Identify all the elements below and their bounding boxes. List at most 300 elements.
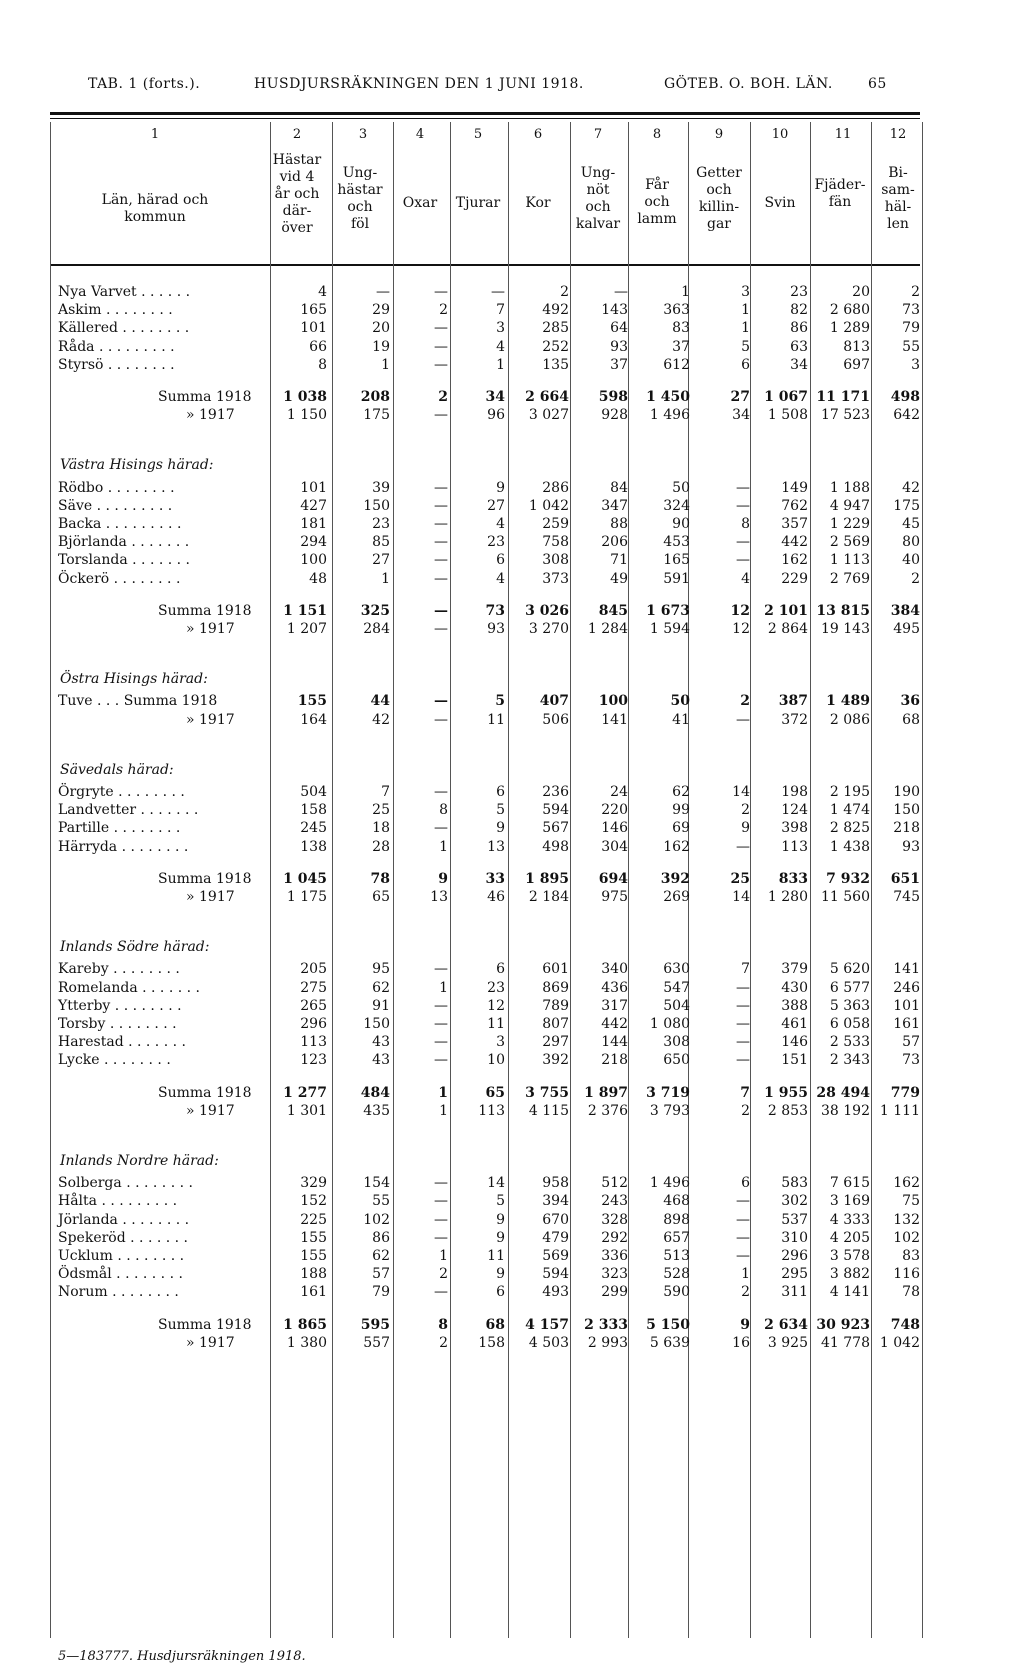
- table-cell: 11 171: [816, 389, 870, 405]
- table-cell: 69: [672, 820, 690, 837]
- table-cell: 50: [672, 479, 690, 496]
- table-cell: 116: [893, 1266, 920, 1283]
- table-cell: 43: [372, 1034, 390, 1051]
- table-cell: 758: [542, 534, 569, 551]
- column-header: Får och lamm: [637, 177, 677, 227]
- table-cell: —: [736, 534, 750, 551]
- table-cell: —: [434, 516, 448, 532]
- table-cell: 36: [900, 693, 920, 710]
- table-cell: 317: [601, 997, 628, 1014]
- table-cell: 5: [495, 693, 505, 710]
- table-cell: 1: [381, 356, 390, 373]
- table-cell: 594: [542, 1266, 569, 1283]
- table-cell: 2: [741, 1284, 750, 1301]
- table-cell: 528: [663, 1266, 690, 1283]
- table-cell: 1 150: [286, 407, 327, 424]
- table-cell: —: [614, 284, 628, 300]
- table-cell: —: [434, 320, 448, 337]
- table-cell: 479: [542, 1229, 569, 1246]
- table-cell: 252: [542, 338, 569, 355]
- table-row: [0, 498, 1024, 516]
- table-cell: 295: [781, 1266, 808, 1283]
- table-cell: 512: [601, 1175, 628, 1192]
- table-cell: 898: [663, 1211, 690, 1228]
- table-cell: 3: [496, 320, 505, 337]
- table-cell: —: [434, 534, 448, 551]
- table-cell: 387: [778, 693, 808, 710]
- table-cell: —: [434, 479, 448, 496]
- table-cell: 4: [318, 284, 327, 300]
- table-cell: 7: [740, 1084, 750, 1101]
- table-cell: 5 363: [829, 997, 870, 1014]
- table-cell: 373: [542, 570, 569, 587]
- table-row: [0, 1175, 1024, 1193]
- table-cell: 384: [890, 602, 920, 619]
- table-row: [0, 802, 1024, 820]
- table-cell: 372: [781, 711, 808, 728]
- table-cell: 162: [893, 1175, 920, 1192]
- table-cell: 3: [496, 1034, 505, 1051]
- table-cell: —: [736, 1016, 750, 1032]
- table-cell: 504: [663, 997, 690, 1014]
- table-cell: 1: [741, 1266, 750, 1283]
- table-cell: 45: [902, 516, 920, 532]
- column-number: 9: [714, 127, 724, 142]
- row-label: Jörlanda . . . . . . . .: [58, 1211, 190, 1228]
- table-cell: 388: [781, 997, 808, 1014]
- table-cell: 78: [370, 870, 390, 887]
- table-cell: —: [736, 838, 750, 855]
- table-cell: 813: [843, 338, 870, 355]
- table-row: [0, 839, 1024, 857]
- table-cell: 5: [741, 338, 750, 355]
- table-cell: 1 438: [829, 838, 870, 855]
- column-number: 3: [358, 127, 368, 142]
- table-cell: 427: [300, 497, 327, 514]
- table-cell: 62: [372, 979, 390, 996]
- table-cell: 100: [598, 693, 628, 710]
- table-cell: 37: [610, 356, 628, 373]
- table-cell: —: [434, 497, 448, 514]
- table-cell: —: [736, 1193, 750, 1210]
- table-cell: 2 101: [764, 602, 808, 619]
- row-label: » 1917: [186, 621, 235, 637]
- table-row: [0, 1248, 1024, 1266]
- table-cell: 1 450: [646, 389, 690, 405]
- table-cell: 9: [496, 1229, 505, 1246]
- row-label: Västra Hisings härad:: [60, 457, 214, 474]
- table-cell: 651: [890, 870, 920, 887]
- table-cell: 96: [487, 407, 505, 424]
- table-cell: 2 533: [829, 1034, 870, 1051]
- summary-row: [0, 1085, 1024, 1103]
- row-label: Styrsö . . . . . . . .: [58, 356, 175, 373]
- table-cell: 1: [439, 1248, 448, 1264]
- table-cell: 7 615: [829, 1175, 870, 1192]
- table-cell: 430: [781, 979, 808, 996]
- table-cell: 165: [663, 552, 690, 569]
- table-cell: 296: [300, 1016, 327, 1032]
- table-cell: 5 639: [649, 1334, 690, 1351]
- table-cell: 1 496: [649, 407, 690, 424]
- table-cell: —: [434, 711, 448, 728]
- table-cell: 1: [741, 302, 750, 319]
- row-label: » 1917: [186, 1334, 235, 1351]
- table-cell: 598: [598, 389, 628, 405]
- table-cell: 80: [902, 534, 920, 551]
- table-row: [0, 571, 1024, 589]
- table-cell: 17 523: [821, 407, 870, 424]
- table-cell: 8: [741, 516, 750, 532]
- table-cell: 11: [487, 711, 505, 728]
- table-cell: 7: [741, 961, 750, 978]
- table-cell: 2 086: [829, 711, 870, 728]
- table-cell: 64: [610, 320, 628, 337]
- table-cell: 310: [781, 1229, 808, 1246]
- table-cell: 27: [730, 389, 750, 405]
- table-cell: 3 925: [767, 1334, 808, 1351]
- table-cell: 2 825: [829, 820, 870, 837]
- table-cell: 2 680: [829, 302, 870, 319]
- section-heading: [0, 1153, 1024, 1171]
- column-header: Kor: [525, 195, 551, 211]
- table-cell: 697: [843, 356, 870, 373]
- table-cell: 612: [663, 356, 690, 373]
- table-cell: 2 634: [764, 1316, 808, 1333]
- table-cell: 229: [781, 570, 808, 587]
- table-cell: 6: [496, 552, 505, 569]
- table-cell: 453: [663, 534, 690, 551]
- row-label: Ödsmål . . . . . . . .: [58, 1266, 183, 1283]
- table-cell: 40: [902, 552, 920, 569]
- table-cell: 68: [485, 1316, 505, 1333]
- table-cell: 16: [732, 1334, 750, 1351]
- table-cell: 1 175: [286, 889, 327, 905]
- table-cell: 161: [893, 1016, 920, 1032]
- column-header: Hästar vid 4 år och där- över: [272, 152, 322, 236]
- table-cell: 1: [681, 284, 690, 300]
- table-cell: 4 141: [829, 1284, 870, 1301]
- column-header: Tjurar: [455, 195, 501, 211]
- table-cell: —: [491, 284, 505, 300]
- table-cell: 259: [542, 516, 569, 532]
- table-cell: —: [434, 1034, 448, 1051]
- column-number: 6: [533, 127, 543, 142]
- table-cell: 6: [741, 356, 750, 373]
- section-heading: [0, 671, 1024, 689]
- table-cell: —: [434, 570, 448, 587]
- table-cell: 2 195: [829, 784, 870, 800]
- table-cell: 62: [672, 784, 690, 800]
- table-cell: 13 815: [816, 602, 870, 619]
- table-cell: 2 853: [767, 1102, 808, 1119]
- table-cell: 30 923: [816, 1316, 870, 1333]
- table-cell: 3: [911, 356, 920, 373]
- section-heading: [0, 762, 1024, 780]
- table-cell: 42: [902, 479, 920, 496]
- row-label: Partille . . . . . . . .: [58, 820, 181, 837]
- table-cell: 833: [778, 870, 808, 887]
- page-title: HUSDJURSRÄKNINGEN DEN 1 JUNI 1918.: [254, 76, 584, 92]
- table-cell: 694: [598, 870, 628, 887]
- table-cell: 8: [318, 356, 327, 373]
- table-cell: 28 494: [816, 1084, 870, 1101]
- table-cell: 363: [663, 302, 690, 319]
- table-cell: 3 169: [829, 1193, 870, 1210]
- row-label: Sävedals härad:: [60, 761, 174, 778]
- table-cell: 181: [300, 516, 327, 532]
- table-cell: 329: [300, 1175, 327, 1192]
- row-label: Summa 1918: [158, 602, 252, 619]
- table-cell: 357: [781, 516, 808, 532]
- table-cell: 143: [601, 302, 628, 319]
- table-cell: 2: [741, 1102, 750, 1119]
- table-cell: 748: [890, 1316, 920, 1333]
- table-cell: 2 993: [587, 1334, 628, 1351]
- table-cell: 325: [360, 602, 390, 619]
- table-cell: —: [736, 479, 750, 496]
- table-cell: 46: [487, 889, 505, 905]
- table-cell: 23: [487, 979, 505, 996]
- table-cell: 155: [300, 1229, 327, 1246]
- table-cell: 1: [741, 320, 750, 337]
- table-cell: 2 343: [829, 1052, 870, 1069]
- table-cell: 65: [372, 889, 390, 905]
- table-cell: 2 569: [829, 534, 870, 551]
- table-row: [0, 357, 1024, 375]
- table-row: [0, 480, 1024, 498]
- table-cell: 2 664: [525, 389, 569, 405]
- table-cell: 601: [542, 961, 569, 978]
- table-cell: 33: [485, 870, 505, 887]
- table-cell: 336: [601, 1248, 628, 1264]
- table-cell: 73: [902, 302, 920, 319]
- table-cell: 91: [372, 997, 390, 1014]
- table-cell: 27: [487, 497, 505, 514]
- table-cell: 11 560: [821, 889, 870, 905]
- table-row: [0, 552, 1024, 570]
- table-cell: 1: [496, 356, 505, 373]
- table-cell: 86: [372, 1229, 390, 1246]
- table-cell: 28: [372, 838, 390, 855]
- table-cell: 66: [309, 338, 327, 355]
- table-cell: 25: [730, 870, 750, 887]
- table-cell: 2: [741, 802, 750, 819]
- table-cell: 8: [439, 802, 448, 819]
- table-cell: 869: [542, 979, 569, 996]
- table-cell: 1 301: [286, 1102, 327, 1119]
- table-cell: 308: [542, 552, 569, 569]
- summary-row: [0, 871, 1024, 889]
- table-cell: 2: [439, 1266, 448, 1283]
- table-cell: 3 755: [525, 1084, 569, 1101]
- table-cell: 4: [741, 570, 750, 587]
- table-cell: 1 042: [528, 497, 569, 514]
- table-cell: 83: [672, 320, 690, 337]
- table-cell: 141: [601, 711, 628, 728]
- table-cell: 13: [487, 838, 505, 855]
- table-cell: 7 932: [826, 870, 870, 887]
- column-header: Ung- nöt och kalvar: [575, 165, 621, 232]
- summary-row: [0, 1103, 1024, 1121]
- table-cell: 504: [300, 784, 327, 800]
- table-cell: 495: [893, 621, 920, 637]
- table-cell: 650: [663, 1052, 690, 1069]
- row-label: Inlands Södre härad:: [60, 939, 210, 956]
- table-cell: 150: [893, 802, 920, 819]
- table-cell: —: [434, 602, 448, 619]
- table-cell: 3 270: [528, 621, 569, 637]
- table-cell: 82: [790, 302, 808, 319]
- row-label: Härryda . . . . . . . .: [58, 838, 189, 855]
- table-cell: 1 380: [286, 1334, 327, 1351]
- table-cell: 95: [372, 961, 390, 978]
- page-number: 65: [868, 76, 887, 92]
- table-cell: 1 280: [767, 889, 808, 905]
- table-cell: 2 184: [528, 889, 569, 905]
- table-cell: 71: [610, 552, 628, 569]
- table-cell: 3 027: [528, 407, 569, 424]
- table-cell: 2: [439, 302, 448, 319]
- table-cell: —: [376, 284, 390, 300]
- row-label: » 1917: [186, 889, 235, 905]
- table-cell: 9: [496, 820, 505, 837]
- table-cell: 779: [890, 1084, 920, 1101]
- summary-row: [0, 693, 1024, 711]
- table-cell: 9: [740, 1316, 750, 1333]
- table-cell: 594: [542, 802, 569, 819]
- table-cell: 398: [781, 820, 808, 837]
- table-cell: 44: [370, 693, 390, 710]
- column-header: Svin: [764, 195, 796, 211]
- table-cell: 4: [496, 338, 505, 355]
- table-cell: 928: [601, 407, 628, 424]
- table-cell: 164: [300, 711, 327, 728]
- summary-row: [0, 389, 1024, 407]
- table-row: [0, 534, 1024, 552]
- table-cell: 101: [300, 479, 327, 496]
- table-cell: 2: [911, 284, 920, 300]
- table-cell: 7: [381, 784, 390, 800]
- table-cell: 1 113: [829, 552, 870, 569]
- table-cell: 394: [542, 1193, 569, 1210]
- table-cell: —: [434, 1175, 448, 1192]
- table-cell: 2: [740, 693, 750, 710]
- table-cell: 6: [496, 961, 505, 978]
- table-cell: 8: [438, 1316, 448, 1333]
- table-cell: 198: [781, 784, 808, 800]
- row-label: Östra Hisings härad:: [60, 671, 208, 688]
- table-cell: 73: [485, 602, 505, 619]
- table-cell: 1 897: [584, 1084, 628, 1101]
- table-cell: 1 594: [649, 621, 690, 637]
- table-cell: 101: [300, 320, 327, 337]
- table-cell: 975: [601, 889, 628, 905]
- table-cell: 113: [300, 1034, 327, 1051]
- table-cell: 25: [372, 802, 390, 819]
- table-cell: 4 115: [528, 1102, 569, 1119]
- column-number: 12: [889, 127, 907, 142]
- table-cell: 442: [781, 534, 808, 551]
- row-label: Öckerö . . . . . . . .: [58, 570, 181, 587]
- table-cell: 3 793: [649, 1102, 690, 1119]
- table-cell: 162: [781, 552, 808, 569]
- table-cell: 302: [781, 1193, 808, 1210]
- table-cell: 2: [438, 389, 448, 405]
- table-cell: 101: [893, 997, 920, 1014]
- table-cell: 79: [902, 320, 920, 337]
- table-cell: 407: [539, 693, 569, 710]
- table-cell: 155: [300, 1248, 327, 1264]
- table-cell: 324: [663, 497, 690, 514]
- table-cell: 48: [309, 570, 327, 587]
- table-cell: 642: [893, 407, 920, 424]
- column-header: Ung- hästar och föl: [337, 165, 383, 232]
- table-cell: 93: [610, 338, 628, 355]
- table-cell: 4: [496, 516, 505, 532]
- table-cell: 5: [496, 1193, 505, 1210]
- row-label: Kareby . . . . . . . .: [58, 961, 180, 978]
- table-cell: 493: [542, 1284, 569, 1301]
- table-row: [0, 320, 1024, 338]
- table-cell: 630: [663, 961, 690, 978]
- table-cell: 845: [598, 602, 628, 619]
- table-cell: 1: [439, 1102, 448, 1119]
- table-cell: 86: [790, 320, 808, 337]
- table-cell: 102: [893, 1229, 920, 1246]
- table-cell: 151: [781, 1052, 808, 1069]
- table-cell: 50: [670, 693, 690, 710]
- column-number: 4: [415, 127, 425, 142]
- table-cell: 236: [542, 784, 569, 800]
- table-cell: 1 188: [829, 479, 870, 496]
- table-cell: 1 151: [283, 602, 327, 619]
- table-cell: 190: [893, 784, 920, 800]
- table-cell: 4 157: [525, 1316, 569, 1333]
- table-cell: 3 719: [646, 1084, 690, 1101]
- table-cell: —: [434, 284, 448, 300]
- table-cell: 243: [601, 1193, 628, 1210]
- table-cell: —: [434, 1284, 448, 1301]
- table-cell: 379: [781, 961, 808, 978]
- table-cell: —: [736, 1052, 750, 1069]
- summary-row: [0, 621, 1024, 639]
- table-cell: 1 489: [826, 693, 870, 710]
- column-number: 5: [473, 127, 483, 142]
- table-cell: 4 503: [528, 1334, 569, 1351]
- row-label: Ucklum . . . . . . . .: [58, 1248, 185, 1264]
- table-cell: 9: [741, 820, 750, 837]
- table-cell: 11: [487, 1016, 505, 1032]
- table-row: [0, 998, 1024, 1016]
- table-row: [0, 284, 1024, 302]
- table-cell: 1 067: [764, 389, 808, 405]
- summary-row: [0, 712, 1024, 730]
- table-cell: 308: [663, 1034, 690, 1051]
- table-cell: 93: [487, 621, 505, 637]
- table-cell: 165: [300, 302, 327, 319]
- table-cell: 299: [601, 1284, 628, 1301]
- column-header: Oxar: [402, 195, 438, 211]
- table-cell: 1 673: [646, 602, 690, 619]
- table-cell: 85: [372, 534, 390, 551]
- table-cell: 34: [485, 389, 505, 405]
- table-cell: 1 474: [829, 802, 870, 819]
- column-header: Getter och killin- gar: [696, 165, 742, 232]
- table-cell: 124: [781, 802, 808, 819]
- table-cell: 205: [300, 961, 327, 978]
- table-number: TAB. 1 (forts.).: [88, 76, 201, 92]
